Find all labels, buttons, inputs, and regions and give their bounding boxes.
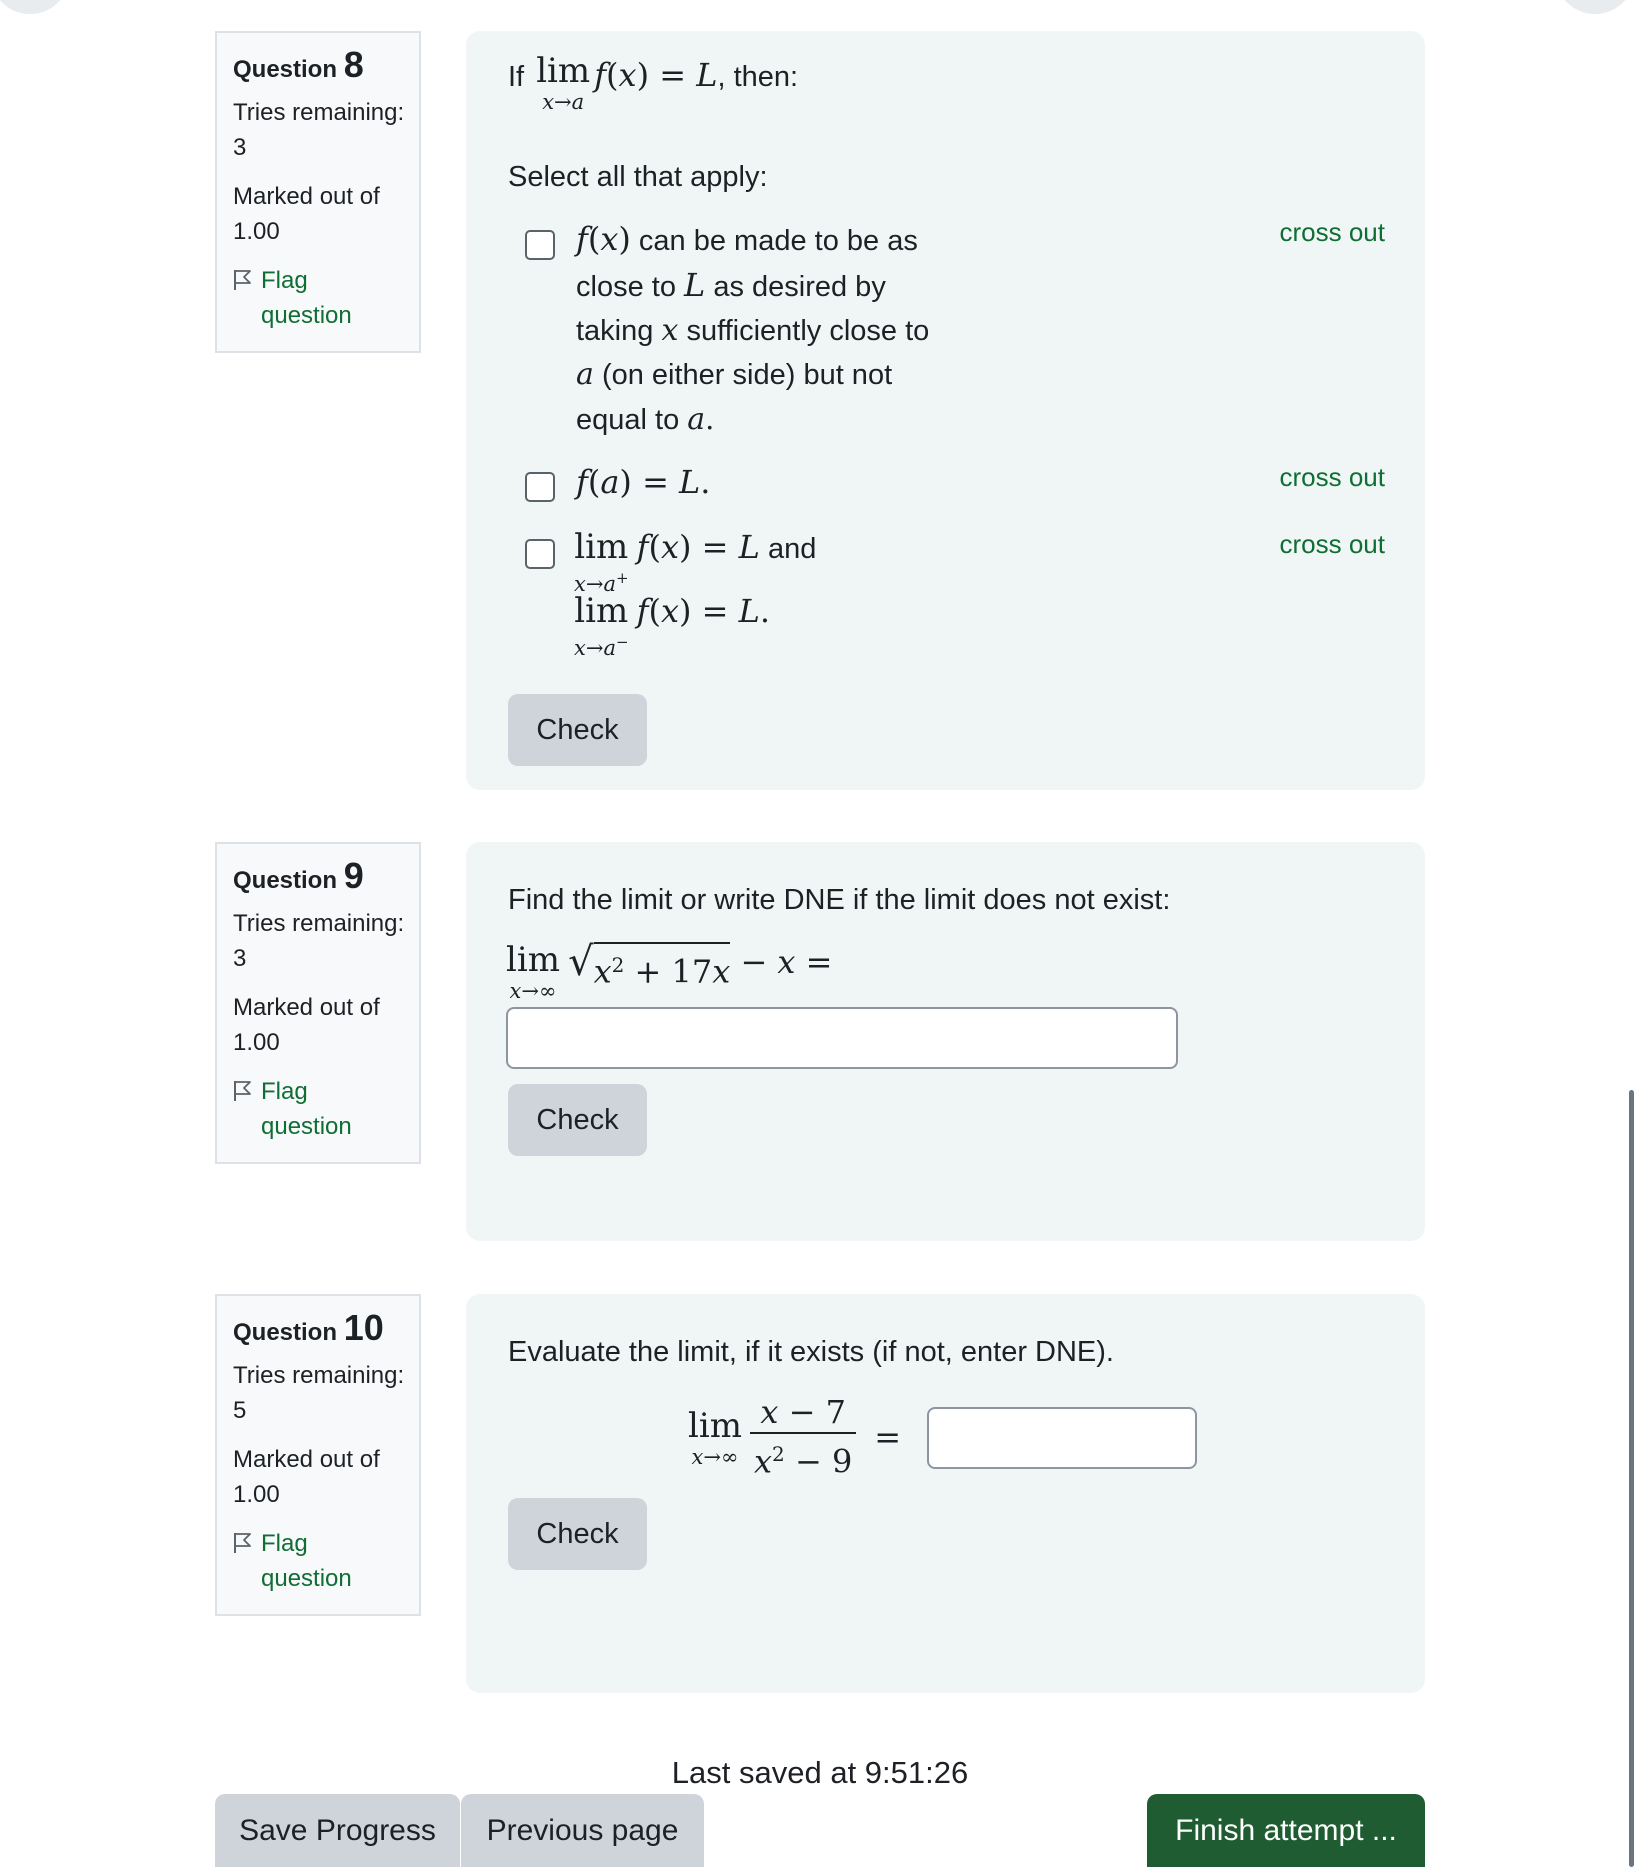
- select-all-instruction: Select all that apply:: [508, 161, 768, 193]
- question-8-content: [466, 31, 1425, 790]
- last-saved-status: Last saved at 9:51:26: [671, 1755, 969, 1790]
- option-2-checkbox[interactable]: [525, 472, 555, 502]
- option-3-cross-out[interactable]: cross out: [1279, 529, 1385, 559]
- question-9-prompt: Find the limit or write DNE if the limit does not exist:: [508, 884, 1171, 916]
- option-1-checkbox[interactable]: [525, 230, 555, 260]
- question-9-check-button[interactable]: Check: [508, 1084, 647, 1156]
- flag-question-link[interactable]: Flag question: [233, 1074, 405, 1144]
- option-1-cross-out[interactable]: cross out: [1279, 217, 1385, 247]
- question-number: 8: [343, 44, 364, 85]
- question-10-title: Question 10: [233, 1307, 384, 1348]
- limit-expression: lim x→a: [536, 51, 591, 114]
- option-2-label: f(a) = L.: [576, 463, 711, 501]
- question-8-title: Question 8: [233, 44, 364, 85]
- save-progress-button[interactable]: Save Progress: [215, 1794, 460, 1867]
- marked-out-of: Marked out of 1.00: [233, 994, 380, 1056]
- option-1-label: f(x) can be made to be as close to L as desired by taking x sufficiently close to a (on either side) but not equal to a.: [576, 220, 930, 437]
- option-3-checkbox[interactable]: [525, 539, 555, 569]
- corner-decoration-right: [1555, 0, 1635, 14]
- marked-out-of: Marked out of 1.00: [233, 183, 380, 245]
- question-9-content: [466, 842, 1425, 1241]
- question-10-answer-input[interactable]: [927, 1407, 1197, 1469]
- marked-out-of: Marked out of 1.00: [233, 1446, 380, 1508]
- flag-question-link[interactable]: Flag question: [233, 1526, 405, 1596]
- question-number: 9: [343, 855, 364, 896]
- question-number: 10: [343, 1307, 384, 1348]
- tries-remaining: Tries remaining: 3: [233, 99, 405, 161]
- question-8-info: [215, 31, 421, 353]
- tries-remaining: Tries remaining: 3: [233, 910, 405, 972]
- question-10-expression: lim x→∞ $\frac{x - 7}{x^2 - 9}$ =: [688, 1393, 902, 1481]
- flag-icon: [233, 269, 253, 291]
- flag-question-link[interactable]: Flag question: [233, 263, 405, 333]
- question-8-check-button[interactable]: Check: [508, 694, 647, 766]
- question-9-title: Question 9: [233, 855, 364, 896]
- flag-icon: [233, 1080, 253, 1102]
- option-2-cross-out[interactable]: cross out: [1279, 462, 1385, 492]
- tries-remaining: Tries remaining: 5: [233, 1362, 405, 1424]
- question-9-expression: lim x→∞ $√x^2 + 17x - x$ =: [506, 939, 833, 1003]
- flag-icon: [233, 1532, 253, 1554]
- previous-page-button[interactable]: Previous page: [461, 1794, 704, 1867]
- question-10-info: [215, 1294, 421, 1616]
- question-8-prompt: If lim x→a f(x) = L, then:: [508, 51, 799, 114]
- question-9-answer-input[interactable]: [506, 1007, 1178, 1069]
- question-10-prompt: Evaluate the limit, if it exists (if not, enter DNE).: [508, 1336, 1114, 1368]
- corner-decoration-left: [0, 0, 70, 14]
- fraction: $\frac{x - 7}{x^2 - 9}$: [750, 1392, 856, 1482]
- scrollbar-thumb[interactable]: [1629, 1090, 1634, 1867]
- question-9-info: [215, 842, 421, 1164]
- option-3-label: lim x→a+ f(x) = L and lim x→a− f(x) = L.: [574, 527, 817, 660]
- question-10-content: [466, 1294, 1425, 1693]
- finish-attempt-button[interactable]: Finish attempt ...: [1147, 1794, 1425, 1867]
- question-10-check-button[interactable]: Check: [508, 1498, 647, 1570]
